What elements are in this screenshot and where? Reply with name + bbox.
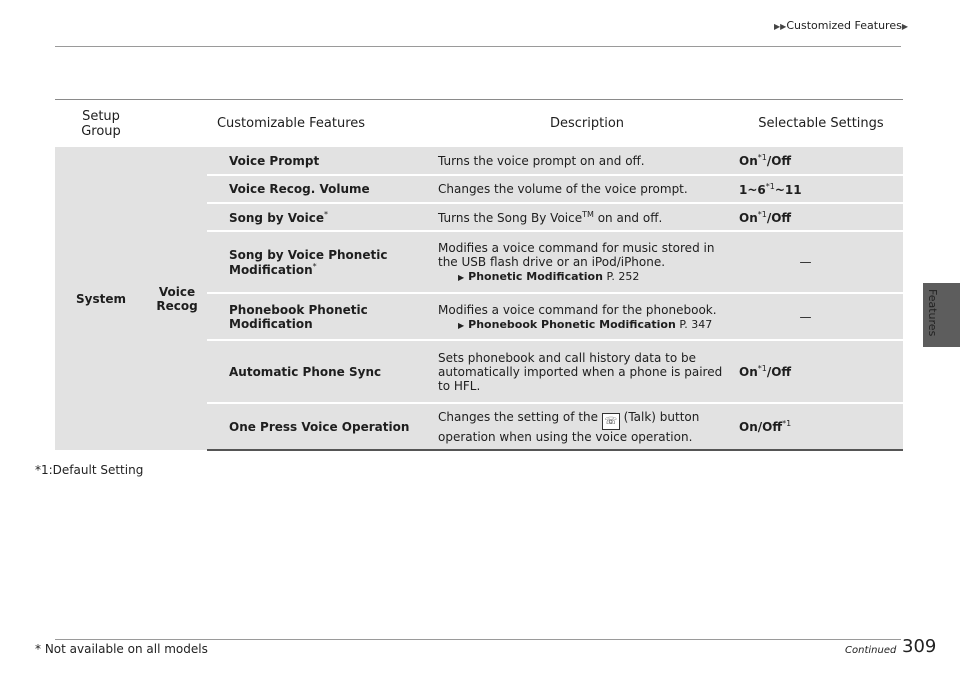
feature-name: Voice Recog. Volume <box>207 175 435 203</box>
page-number: 309 <box>902 636 937 657</box>
header-setup-group: Setup Group <box>55 100 147 148</box>
availability-note: * Not available on all models <box>35 642 208 656</box>
feature-description: Sets phonebook and call history data to be automatically imported when a phone is paired to HFL. <box>435 340 739 403</box>
feature-description: Changes the volume of the voice prompt. <box>435 175 739 203</box>
reference-arrow-icon: ▶ <box>458 320 465 330</box>
triangle-right-icon: ▶ <box>901 22 908 31</box>
talk-button-icon: ☏ <box>602 413 620 430</box>
default-setting-footnote: *1:Default Setting <box>35 463 144 477</box>
feature-setting: 1~6$^{*1}$~11 <box>739 175 903 203</box>
header-description: Description <box>435 100 739 148</box>
page-reference-link[interactable]: ▶ Phonebook Phonetic Modification P. 347 <box>458 317 713 331</box>
feature-description: Changes the setting of the ☏ (Talk) button operation when using the voice operation. <box>435 403 739 450</box>
subgroup-cell: Voice Recog <box>147 147 207 450</box>
feature-name: One Press Voice Operation <box>207 403 435 450</box>
feature-description: Turns the Song By Voice™ on and off. <box>435 203 739 231</box>
feature-name: Automatic Phone Sync <box>207 340 435 403</box>
group-cell: System <box>55 147 147 450</box>
feature-description: Modifies a voice command for music stored in the USB flash drive or an iPod/iPhone. ▶ Phonetic Modification P. 252 <box>435 231 739 293</box>
breadcrumb <box>774 19 908 32</box>
reference-arrow-icon: ▶ <box>458 273 465 282</box>
footer-divider <box>55 639 901 640</box>
feature-name: Phonebook Phonetic Modification <box>207 293 435 340</box>
header-divider <box>55 46 901 47</box>
feature-setting: On$^{*1}$/Off <box>739 203 903 231</box>
feature-setting: — <box>739 231 903 293</box>
header-customizable-features: Customizable Features <box>147 100 435 148</box>
feature-setting: On$^{*1}$/Off <box>739 340 903 403</box>
feature-description: Turns the voice prompt on and off. <box>435 147 739 175</box>
section-tab-label: Features <box>926 289 939 337</box>
table-row <box>55 147 903 175</box>
breadcrumb-label: Customized Features <box>786 19 902 32</box>
feature-setting: On$^{*1}$/Off <box>739 147 903 175</box>
continued-label: Continued <box>845 645 897 656</box>
page-reference-link[interactable]: ▶ Phonetic Modification P. 252 <box>458 270 640 283</box>
feature-name: Song by Voice* <box>207 203 435 231</box>
feature-setting: — <box>739 293 903 340</box>
feature-name: Voice Prompt <box>207 147 435 175</box>
header-selectable-settings: Selectable Settings <box>739 100 903 148</box>
feature-name: Song by Voice Phonetic Modification* <box>207 231 435 293</box>
triangle-right-icon: ▶▶ <box>774 22 787 31</box>
customizable-features-table <box>55 99 903 451</box>
feature-description: Modifies a voice command for the phonebook. ▶ Phonebook Phonetic Modification P. 347 <box>435 293 739 340</box>
feature-setting: On/Off$^{*1}$ <box>739 403 903 450</box>
